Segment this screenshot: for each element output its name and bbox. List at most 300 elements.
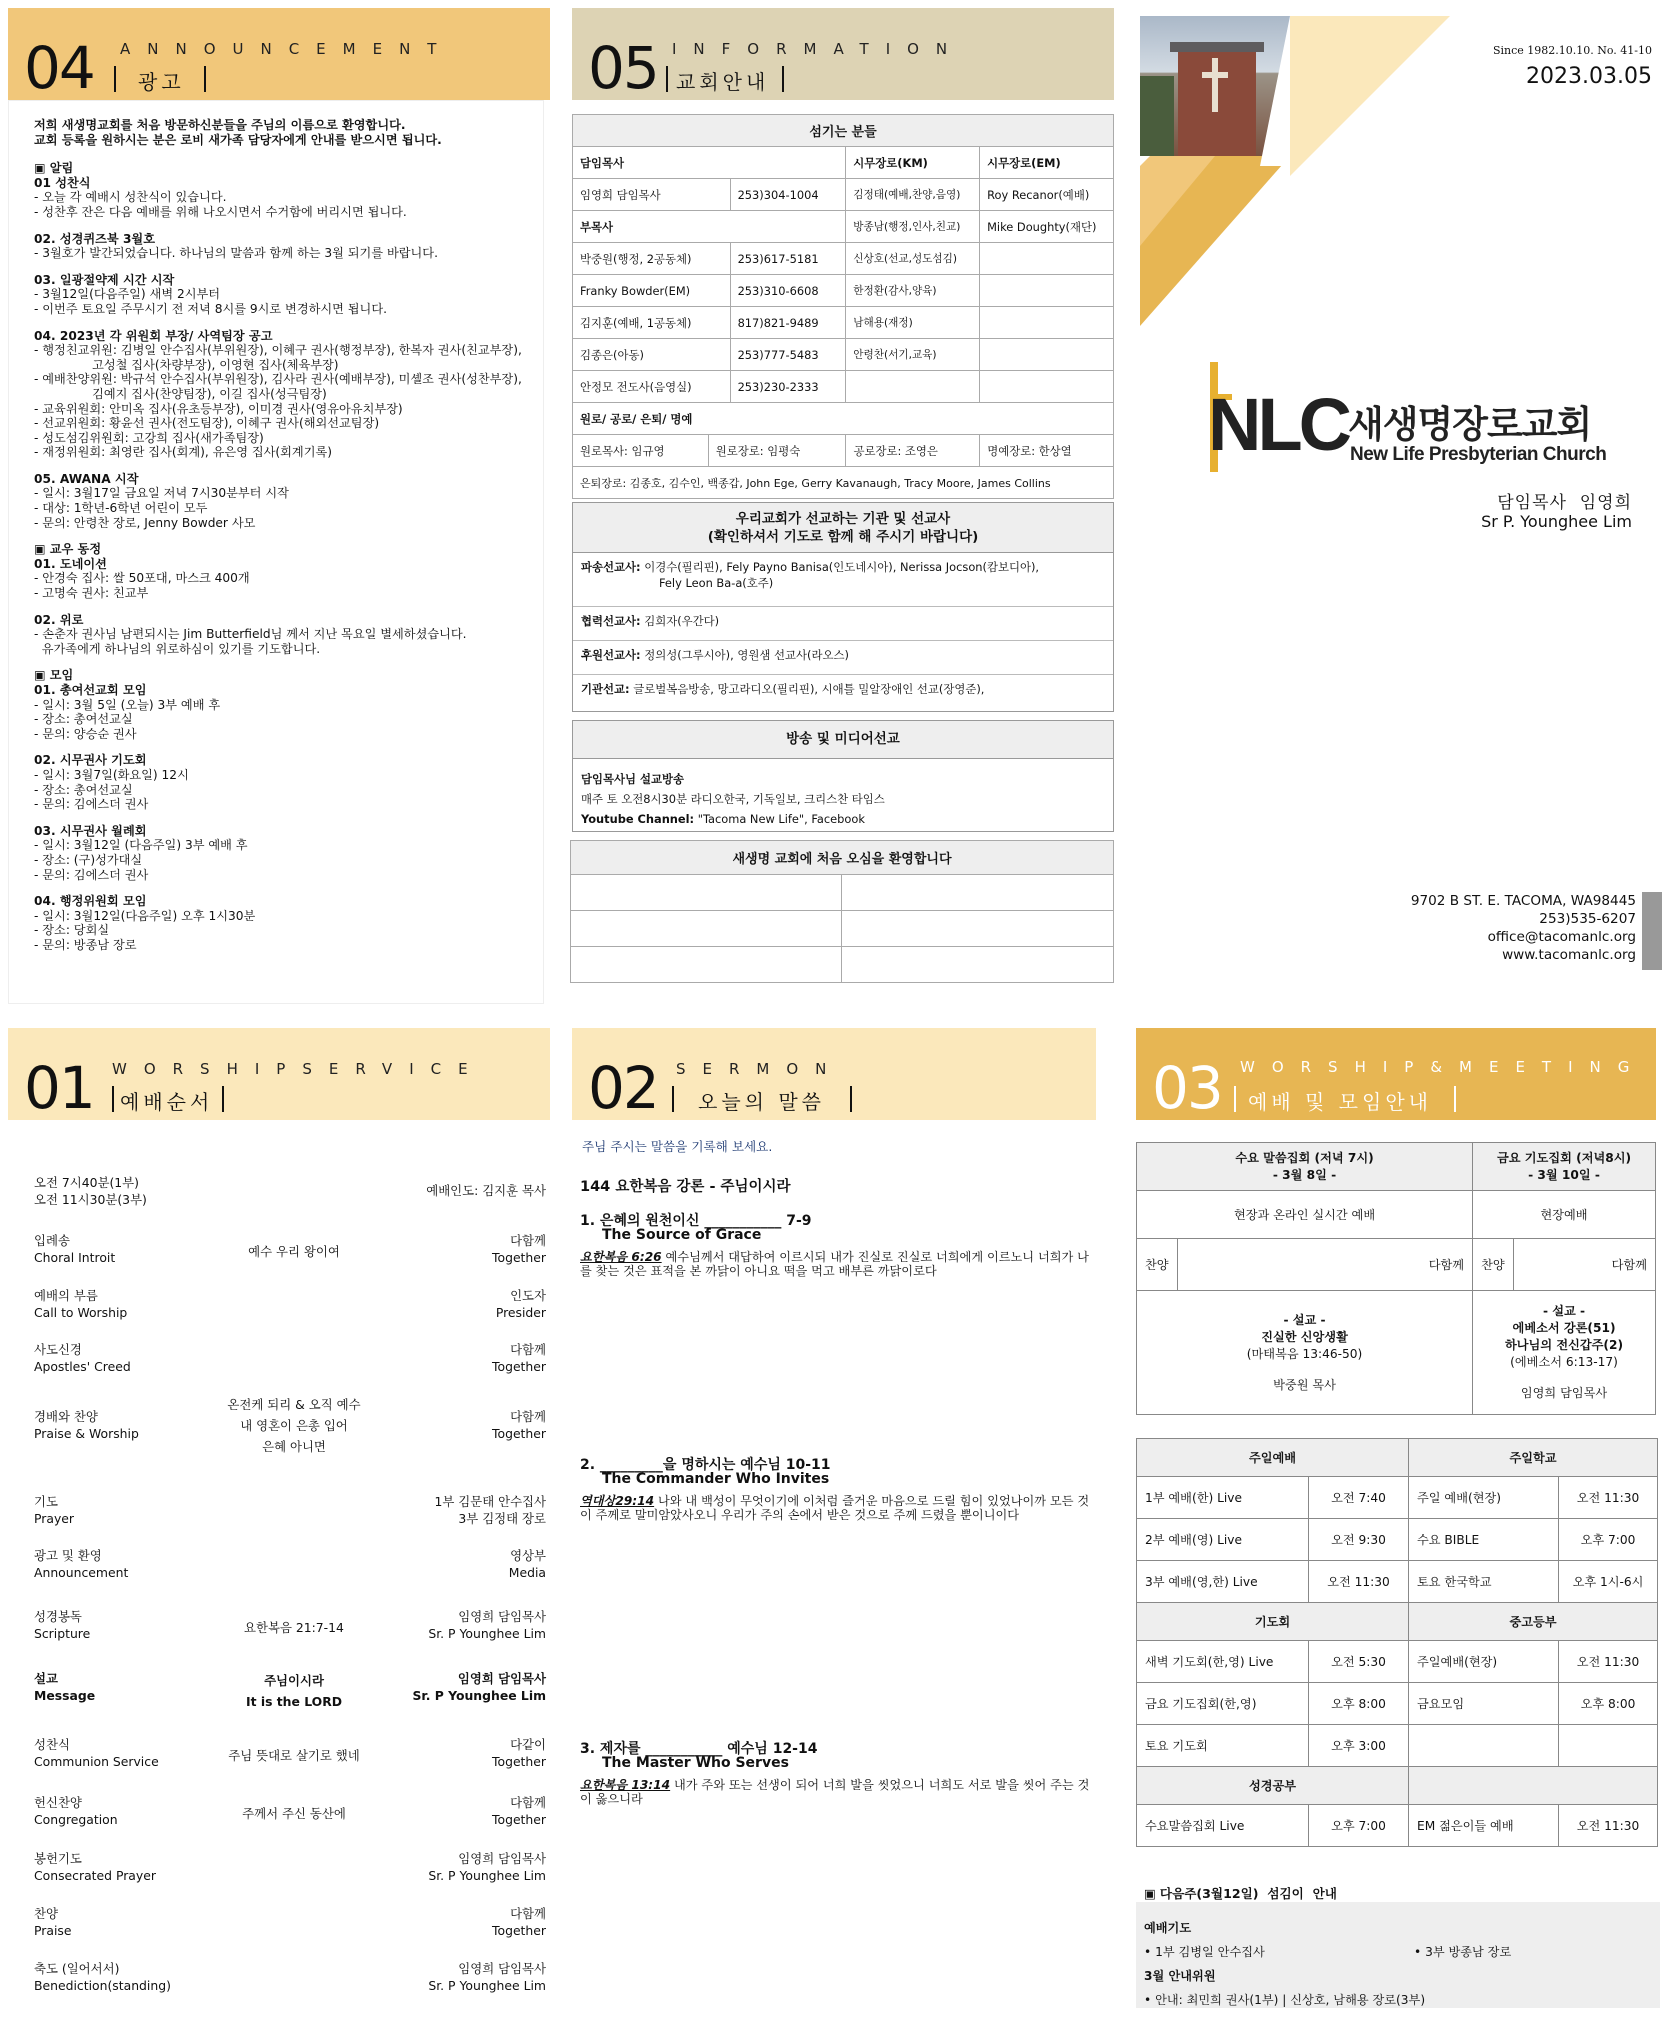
order-item-ko: 봉헌기도 — [34, 1851, 82, 1866]
sermon-point-2 — [580, 1458, 1096, 1522]
km-elder: 방종남(행정,인사,친교) — [846, 211, 980, 243]
sermon-speaker: 임영희 담임목사 — [1520, 1386, 1608, 1400]
divider — [204, 66, 206, 92]
schedule-name: 수요말씀집회 Live — [1137, 1805, 1309, 1847]
schedule-name — [1409, 1725, 1559, 1767]
mission-label: 파송선교사: — [581, 560, 641, 574]
order-leader-ko: 다함께 — [510, 1906, 546, 1921]
order-leader-en: Together — [492, 1923, 546, 1938]
order-item-ko: 성찬식 — [34, 1737, 70, 1752]
announcement-line: - 문의: 김에스더 권사 — [34, 797, 149, 812]
verse-ref: 요한복음 13:14 — [580, 1778, 671, 1792]
sermon-label: - 설교 - — [1283, 1312, 1326, 1327]
media-line: 매주 토 오전8시30분 라디오한국, 기독일보, 크리스찬 타임스 — [581, 792, 885, 806]
sermon-title: 에베소서 강론(51) — [1512, 1321, 1616, 1335]
pastor-ko: 담임목사 임영희 — [1497, 493, 1632, 513]
retired-elders: 은퇴장로: 김종호, 김수인, 백종갑, John Ege, Gerry Kavanaugh, Tracy Moore, James Collins — [573, 467, 1114, 499]
order-leader-ko: 임영희 담임목사 — [458, 1961, 546, 1976]
assoc-name: Franky Bowder(EM) — [573, 275, 731, 307]
announcement-line: - 안경숙 집사: 쌀 50포대, 마스크 400개 — [34, 571, 250, 586]
schedule-name: EM 젊은이들 예배 — [1409, 1805, 1559, 1847]
order-leader-ko: 다함께 — [510, 1342, 546, 1357]
section-title-ko: 예배 및 모임안내 — [1248, 1090, 1432, 1114]
welcome-cell — [571, 911, 842, 947]
schedule-time: 오전 11:30 — [1559, 1805, 1658, 1847]
verse-text: 예수님께서 대답하여 이르시되 내가 진실로 진실로 너희에게 이르노니 너희가 나를 찾는 것은 표적을 본 까닭이 아니요 떡을 먹고 배부른 까닭이로다 — [580, 1250, 1089, 1278]
meeting-header — [1136, 1028, 1656, 1120]
order-leader-ko: 다같이 — [510, 1737, 546, 1752]
media-heading: 담임목사님 설교방송 — [581, 772, 684, 786]
verse-text: 내가 주와 또는 선생이 되어 너희 발을 씻었으니 너희도 서로 발을 씻어 주는 것이 옳으니라 — [580, 1778, 1090, 1806]
prayer-1: 1부 김병일 안수집사 — [1155, 1945, 1265, 1959]
order-item-ko: 축도 (일어서서) — [34, 1961, 120, 1976]
order-item-ko: 사도신경 — [34, 1342, 82, 1357]
schedule-time: 오후 7:00 — [1559, 1519, 1658, 1561]
sermon-ref: (에베소서 6:13-17) — [1510, 1355, 1618, 1369]
email-line: office@tacomanlc.org — [1487, 929, 1636, 945]
announcement-heading: 04. 행정위원회 모임 — [34, 894, 147, 909]
section-title-ko: 광고 — [138, 70, 185, 94]
order-leader-ko: 다함께 — [510, 1233, 546, 1248]
schedule-time: 오후 8:00 — [1559, 1683, 1658, 1725]
schedule-time: 오전 5:30 — [1309, 1641, 1409, 1683]
wed-praise-label: 찬양 — [1137, 1239, 1178, 1291]
verse-ref: 요한복음 6:26 — [580, 1250, 662, 1264]
intro-line: 저희 새생명교회를 처음 방문하신분들을 주님의 이름으로 환영합니다. — [34, 118, 406, 132]
schedule-time: 오후 8:00 — [1309, 1683, 1409, 1725]
assoc-name: 김종은(아동) — [573, 339, 731, 371]
schedule-table — [1136, 1438, 1658, 1847]
point-subtitle: The Source of Grace — [602, 1227, 762, 1243]
section-title-en: ANNOUNCEMENT — [120, 40, 454, 58]
mission-text: 정의성(그루시아), 영원샘 선교사(라오스) — [644, 648, 849, 662]
schedule-group-header — [1137, 1439, 1658, 1477]
announcement-line: - 3월12일(다음주일) 새벽 2시부터 — [34, 287, 221, 302]
km-elder: 안령찬(서기,교육) — [846, 339, 980, 371]
order-item-en: Consecrated Prayer — [34, 1868, 156, 1883]
order-item — [34, 1736, 214, 1770]
schedule-time: 오후 1시-6시 — [1559, 1561, 1658, 1603]
order-leader — [346, 1905, 546, 1939]
order-content: 요한복음 21:7-14 — [244, 1620, 344, 1635]
media-title: 방송 및 미디어선교 — [573, 721, 1113, 759]
order-item-en: Congregation — [34, 1812, 118, 1827]
sermon-point-3 — [580, 1742, 1096, 1806]
order-leader — [346, 1850, 546, 1884]
media-box — [572, 720, 1114, 832]
sermon-label: - 설교 - — [1542, 1304, 1586, 1318]
sermon-hint: 주님 주시는 말씀을 기록해 보세요. — [582, 1139, 773, 1154]
order-item-en: Praise — [34, 1923, 72, 1938]
fri-sermon — [1473, 1291, 1656, 1415]
km-elder: 신상호(선교,성도섬김) — [846, 243, 980, 275]
order-item-en: Praise & Worship — [34, 1426, 139, 1441]
announcement-line: - 행정친교위원: 김병일 안수집사(부위원장), 이혜구 권사(행정부장), 한복자 권사(친교부장), — [34, 343, 522, 358]
order-item-en: Prayer — [34, 1511, 74, 1526]
section-number: 04 — [24, 34, 94, 102]
schedule-row — [1137, 1641, 1658, 1683]
point-verse — [580, 1250, 1096, 1278]
order-item-ko: 경배와 찬양 — [34, 1409, 98, 1424]
mission-text: 이경수(필리핀), Fely Payno Banisa(인도네시아), Nerissa Jocson(캄보디아), — [644, 560, 1040, 574]
order-item-en: Call to Worship — [34, 1305, 128, 1320]
issue-date: 2023.03.05 — [1526, 64, 1652, 89]
schedule-row — [1137, 1477, 1658, 1519]
schedule-time: 오후 3:00 — [1309, 1725, 1409, 1767]
section-number: 03 — [1152, 1054, 1222, 1122]
next-week-title-text: 다음주(3월12일) 섬김이 안내 — [1159, 1886, 1337, 1901]
worship-header — [8, 1028, 550, 1120]
divider — [666, 66, 668, 92]
church-logo — [1170, 360, 1630, 480]
announcement-line: - 이번주 토요일 주무시기 전 저녁 8시를 9시로 변경하시면 됩니다. — [34, 301, 387, 316]
divider — [1454, 1086, 1456, 1112]
schedule-name: 토요 기도회 — [1137, 1725, 1309, 1767]
sermon-subtitle: 하나님의 전신갑주(2) — [1505, 1338, 1624, 1352]
empty-cell — [980, 371, 1114, 403]
announcement-line: - 대상: 1학년-6학년 어린이 모두 — [34, 501, 208, 516]
worship-time-block — [34, 1174, 214, 1208]
announcement-heading: 03. 시무권사 월례회 — [34, 823, 147, 838]
youtube-line — [581, 809, 1105, 829]
announcement-heading: 02. 성경퀴즈북 3월호 — [34, 231, 155, 246]
bullet-icon: • — [1144, 1945, 1156, 1959]
bullet-icon: • — [1414, 1945, 1426, 1959]
order-item — [34, 1408, 214, 1442]
fri-header — [1473, 1143, 1656, 1191]
order-item-ko: 예배의 부름 — [34, 1288, 98, 1303]
elders-table — [572, 434, 1114, 499]
point-subtitle: The Master Who Serves — [602, 1755, 789, 1771]
announcement-heading: ▣ 교우 동정 — [34, 542, 102, 557]
welcome-cell — [842, 947, 1114, 983]
section-title-en: SERMON — [676, 1060, 844, 1078]
sermon-ref: (마태복음 13:46-50) — [1246, 1346, 1363, 1361]
cover-side-bar — [1642, 892, 1662, 970]
mission-text: Fely Leon Ba-a(호주) — [659, 576, 774, 590]
sermon-title-text: 144 요한복음 강론 - 주님이시라 — [580, 1179, 791, 1195]
schedule-name: 금요 기도집회(한,영) — [1137, 1683, 1309, 1725]
announcement-item — [34, 894, 544, 952]
assoc-phone: 253)777-5483 — [730, 339, 846, 371]
welcome-cell — [571, 947, 842, 983]
announcement-line: 유가족에게 하나님의 위로하심이 있기를 기도합니다. — [34, 641, 321, 656]
divider — [850, 1086, 852, 1112]
schedule-group-right: 주일학교 — [1409, 1439, 1658, 1477]
km-elder: 남해용(재정) — [846, 307, 980, 339]
prayer-3: 3부 방종남 장로 — [1425, 1945, 1512, 1959]
schedule-name: 2부 예배(영) Live — [1137, 1519, 1309, 1561]
empty-cell — [980, 275, 1114, 307]
phone-line: 253)535-6207 — [1539, 911, 1636, 927]
announcement-heading: ▣ 알림 — [34, 161, 74, 176]
order-leader-ko: 임영희 담임목사 — [458, 1851, 546, 1866]
announcement-heading: 02. 시무권사 기도회 — [34, 753, 147, 768]
empty-cell — [980, 307, 1114, 339]
schedule-time: 오전 9:30 — [1309, 1519, 1409, 1561]
order-leader-en: Sr. P Younghee Lim — [412, 1688, 546, 1703]
order-item-en: Scripture — [34, 1626, 91, 1641]
announcement-heading: ▣ 모임 — [34, 668, 74, 683]
schedule-group-left: 성경공부 — [1137, 1767, 1409, 1805]
order-leader-ko: 다함께 — [510, 1409, 546, 1424]
announcement-heading: 01 성찬식 — [34, 175, 91, 190]
next-week-title — [1136, 1868, 1337, 1902]
mission-title — [573, 503, 1113, 553]
prayer-3-wrap — [1414, 1940, 1511, 1964]
announcement-line: - 성도섬김위원회: 고강희 집사(새가족팀장) — [34, 430, 264, 445]
announcement-heading: 05. AWANA 시작 — [34, 471, 139, 486]
em-heading: 시무장로(EM) — [980, 147, 1114, 179]
schedule-group-left: 기도회 — [1137, 1603, 1409, 1641]
schedule-row — [1137, 1683, 1658, 1725]
order-item — [34, 1794, 214, 1828]
announcement-item — [34, 753, 544, 811]
address-line: 9702 B ST. E. TACOMA, WA98445 — [1410, 893, 1636, 909]
order-leader-ko: 다함께 — [510, 1795, 546, 1810]
mission-label: 협력선교사: — [581, 614, 641, 628]
order-leader — [346, 1670, 546, 1704]
announcement-intro — [34, 118, 544, 147]
order-leader-ko: 임영희 담임목사 — [458, 1609, 546, 1624]
section-title-ko: 예배순서 — [120, 1090, 214, 1114]
em-elder: Roy Recanor(예배) — [980, 179, 1114, 211]
order-item — [34, 1547, 214, 1581]
announcement-line: - 장소: 당회실 — [34, 923, 110, 938]
photo-mask — [1140, 16, 1290, 166]
order-leader — [346, 1341, 546, 1375]
verse-ref: 역대상29:14 — [580, 1494, 655, 1508]
order-item — [34, 1232, 214, 1266]
schedule-time: 오전 11:30 — [1559, 1477, 1658, 1519]
bullet-icon: • — [1144, 1993, 1156, 2007]
order-item-ko: 입례송 — [34, 1233, 70, 1248]
sermon-title: 진실한 신앙생활 — [1261, 1329, 1348, 1344]
order-leader — [346, 1547, 546, 1581]
schedule-name: 주일예배(현장) — [1409, 1641, 1559, 1683]
announcement-heading: 04. 2023년 각 위원회 부장/ 사역팀장 공고 — [34, 328, 273, 343]
announcement-item — [34, 824, 544, 882]
announcement-item — [34, 557, 544, 601]
announcement-line: - 예배찬양위원: 박규석 안수집사(부위원장), 김사라 권사(예배부장), 미셸조 권사(성찬부장), — [34, 372, 522, 387]
schedule-name: 1부 예배(한) Live — [1137, 1477, 1309, 1519]
intro-line: 교회 등록을 원하시는 분은 로비 새가족 담당자에게 안내를 받으시면 됩니다. — [34, 132, 442, 147]
assoc-phone: 253)230-2333 — [730, 371, 846, 403]
announcement-line: - 오늘 각 예배시 성찬식이 있습니다. — [34, 190, 227, 205]
announcement-heading: 01. 도네이션 — [34, 556, 107, 571]
sermon-header — [572, 1028, 1096, 1120]
elder-item: 명예장로: 한상열 — [980, 435, 1114, 467]
order-item — [34, 1850, 214, 1884]
order-leader-en: Together — [492, 1426, 546, 1441]
church-name-ko: 새생명장로교회 — [1348, 403, 1592, 446]
welcome-cell — [842, 875, 1114, 911]
assoc-name: 박중원(행정, 2공동체) — [573, 243, 731, 275]
assoc-phone: 253)617-5181 — [730, 243, 846, 275]
since-line: Since 1982.10.10. No. 41-10 — [1492, 44, 1652, 57]
schedule-name: 금요모임 — [1409, 1683, 1559, 1725]
usher-row — [1144, 1988, 1652, 2012]
sermon-title — [580, 1180, 1096, 1194]
worship-time: 오전 11시30분(3부) — [34, 1192, 147, 1207]
schedule-name: 주일 예배(현장) — [1409, 1477, 1559, 1519]
order-leader — [346, 1232, 546, 1266]
next-week-box — [1136, 1902, 1660, 2008]
midweek-table — [1136, 1142, 1656, 1415]
order-leader-en: Media — [508, 1565, 546, 1580]
media-body — [573, 759, 1113, 839]
announcement-item — [34, 176, 544, 220]
youtube-label: Youtube Channel: — [581, 812, 695, 826]
order-leader-en: Sr. P Younghee Lim — [428, 1868, 546, 1883]
announcement-line: - 문의: 안령찬 장로, Jenny Bowder 사모 — [34, 515, 256, 530]
announcement-line: - 일시: 3월12일 (다음주일) 3부 예배 후 — [34, 838, 248, 853]
announcement-line: - 일시: 3월17일 금요일 저녁 7시30분부터 시작 — [34, 486, 289, 501]
pastor-phone: 253)304-1004 — [730, 179, 846, 211]
order-item — [34, 1960, 214, 1994]
order-item-en: Announcement — [34, 1565, 129, 1580]
pastor-name: 임영희 담임목사 — [573, 179, 731, 211]
mission-row — [573, 607, 1113, 641]
schedule-row — [1137, 1725, 1658, 1767]
announcement-item — [34, 273, 544, 317]
mission-row — [573, 553, 1113, 607]
worship-leader: 예배인도: 김지훈 목사 — [426, 1183, 546, 1198]
order-content: 주께서 주신 동산에 — [242, 1806, 346, 1821]
order-content: 주님 뜻대로 살기로 했네 — [228, 1748, 360, 1763]
schedule-time: 오후 7:00 — [1309, 1805, 1409, 1847]
sermon-point-1 — [580, 1214, 1096, 1278]
announcement-line: - 장소: (구)성가대실 — [34, 852, 143, 867]
assoc-phone: 817)821-9489 — [730, 307, 846, 339]
section-number: 01 — [24, 1054, 94, 1122]
announcement-line: - 3월호가 발간되었습니다. 하나님의 말씀과 함께 하는 3월 되기를 바랍니다. — [34, 246, 438, 261]
order-item-en: Apostles' Creed — [34, 1359, 131, 1374]
empty-cell — [980, 243, 1114, 275]
empty-cell — [846, 371, 980, 403]
schedule-group-right — [1409, 1767, 1658, 1805]
order-item — [34, 1493, 214, 1527]
schedule-time: 오전 11:30 — [1309, 1561, 1409, 1603]
section-number: 05 — [588, 34, 658, 102]
announcement-line: - 일시: 3월7일(화요일) 12시 — [34, 767, 189, 782]
mission-row — [573, 641, 1113, 675]
schedule-time: 오전 11:30 — [1559, 1641, 1658, 1683]
schedule-row — [1137, 1519, 1658, 1561]
youtube-value: "Tacoma New Life", Facebook — [694, 812, 865, 826]
order-item-ko: 헌신찬양 — [34, 1795, 82, 1810]
order-leader-en: Together — [492, 1250, 546, 1265]
announcement-item — [34, 613, 544, 657]
order-item-ko: 찬양 — [34, 1906, 58, 1921]
assoc-name: 안정모 전도사(음영실) — [573, 371, 731, 403]
announcement-item — [34, 472, 544, 530]
schedule-time — [1559, 1725, 1658, 1767]
announcement-line: - 손춘자 권사님 남편되시는 Jim Butterfield님 께서 지난 목요일 별세하셨습니다. — [34, 627, 467, 642]
section-number: 02 — [588, 1054, 658, 1122]
announcement-line: - 문의: 방종남 장로 — [34, 937, 137, 952]
elders-heading: 원로/ 공로/ 은퇴/ 명예 — [573, 403, 1114, 435]
order-leader-ko: 영상부 — [510, 1548, 546, 1563]
servers-table — [572, 114, 1114, 435]
order-content: 온전케 되리 & 오직 예수 내 영혼이 은총 입어 은혜 아니면 — [227, 1397, 361, 1454]
fri-mode: 현장예배 — [1473, 1191, 1656, 1239]
pastor-heading: 담임목사 — [573, 147, 846, 179]
sermon-speaker: 박중원 목사 — [1273, 1377, 1336, 1392]
information-header — [572, 8, 1114, 100]
order-item — [34, 1341, 214, 1375]
church-name-en: New Life Presbyterian Church — [1350, 444, 1607, 465]
prayer-row — [1144, 1940, 1652, 1964]
section-title-en: WORSHIPSERVICE — [112, 1060, 485, 1078]
section-title-en: INFORMATION — [672, 40, 965, 58]
order-item-ko: 기도 — [34, 1494, 58, 1509]
order-leader-ko: 1부 김문태 안수집사 — [434, 1494, 546, 1509]
schedule-name: 토요 한국학교 — [1409, 1561, 1559, 1603]
order-content: 주님이시라 It is the LORD — [245, 1673, 343, 1709]
schedule-name: 수요 BIBLE — [1409, 1519, 1559, 1561]
order-leader-en: Together — [492, 1812, 546, 1827]
assoc-phone: 253)310-6608 — [730, 275, 846, 307]
order-leader — [346, 1736, 546, 1770]
wed-praise-value: 다함께 — [1177, 1239, 1473, 1291]
announcement-line: - 성찬후 잔은 다음 예배를 위해 나오시면서 수거함에 버리시면 됩니다. — [34, 204, 407, 219]
usher-heading: 3월 안내위원 — [1144, 1969, 1216, 1983]
announcement-line: 김예지 집사(찬양팀장), 이길 집사(성극팀장) — [34, 386, 327, 401]
wed-date: - 3월 8일 - — [1272, 1167, 1337, 1182]
point-verse — [580, 1494, 1096, 1522]
pastor-en: Sr P. Younghee Lim — [1481, 512, 1632, 531]
mission-title-line: (확인하셔서 기도로 함께 해 주시기 바랍니다) — [707, 529, 979, 545]
elder-item: 공로장로: 조영은 — [846, 435, 980, 467]
section-title-ko: 교회안내 — [676, 70, 770, 94]
welcome-title: 새생명 교회에 처음 오심을 환영합니다 — [571, 841, 1114, 875]
wed-header — [1137, 1143, 1473, 1191]
divider — [112, 1086, 114, 1112]
divider — [672, 1086, 674, 1112]
order-item-en: Communion Service — [34, 1754, 159, 1769]
announcement-line: - 장소: 총여선교실 — [34, 712, 133, 727]
announcement-line: - 장소: 총여선교실 — [34, 782, 133, 797]
announcement-line: - 문의: 김에스더 권사 — [34, 867, 149, 882]
announcement-line: 고성철 집사(차량부장), 이영현 집사(체육부장) — [34, 357, 339, 372]
announcement-item — [34, 668, 544, 683]
point-title: 2. _________을 명하시는 예수님 10-11 — [580, 1457, 831, 1473]
announcement-line: - 교육위원회: 안미옥 집사(유초등부장), 이미경 권사(영유아유치부장) — [34, 401, 403, 416]
order-leader-en: Sr. P Younghee Lim — [428, 1978, 546, 1993]
schedule-group-header — [1137, 1603, 1658, 1641]
mission-text: 김희자(우간다) — [644, 614, 720, 628]
divider — [222, 1086, 224, 1112]
announcement-item — [34, 161, 544, 176]
wed-sermon — [1137, 1291, 1473, 1415]
assoc-name: 김지훈(예배, 1공동체) — [573, 307, 731, 339]
welcome-cell — [571, 875, 842, 911]
prayer-heading: 예배기도 — [1144, 1921, 1192, 1935]
address-block — [1360, 892, 1636, 964]
worship-time: 오전 7시40분(1부) — [34, 1175, 139, 1190]
schedule-group-left: 주일예배 — [1137, 1439, 1409, 1477]
order-item-en: Message — [34, 1688, 96, 1703]
empty-cell — [980, 339, 1114, 371]
divider — [782, 66, 784, 92]
usher-text: 안내: 최민희 권사(1부) | 신상호, 남해용 장로(3부) — [1155, 1993, 1426, 2007]
announcement-heading: 01. 총여선교회 모임 — [34, 683, 147, 697]
announcement-item — [34, 542, 544, 557]
logo-text: NLC — [1208, 383, 1349, 466]
mission-label: 후원선교사: — [581, 648, 641, 662]
order-item-en: Benediction(standing) — [34, 1978, 171, 1993]
